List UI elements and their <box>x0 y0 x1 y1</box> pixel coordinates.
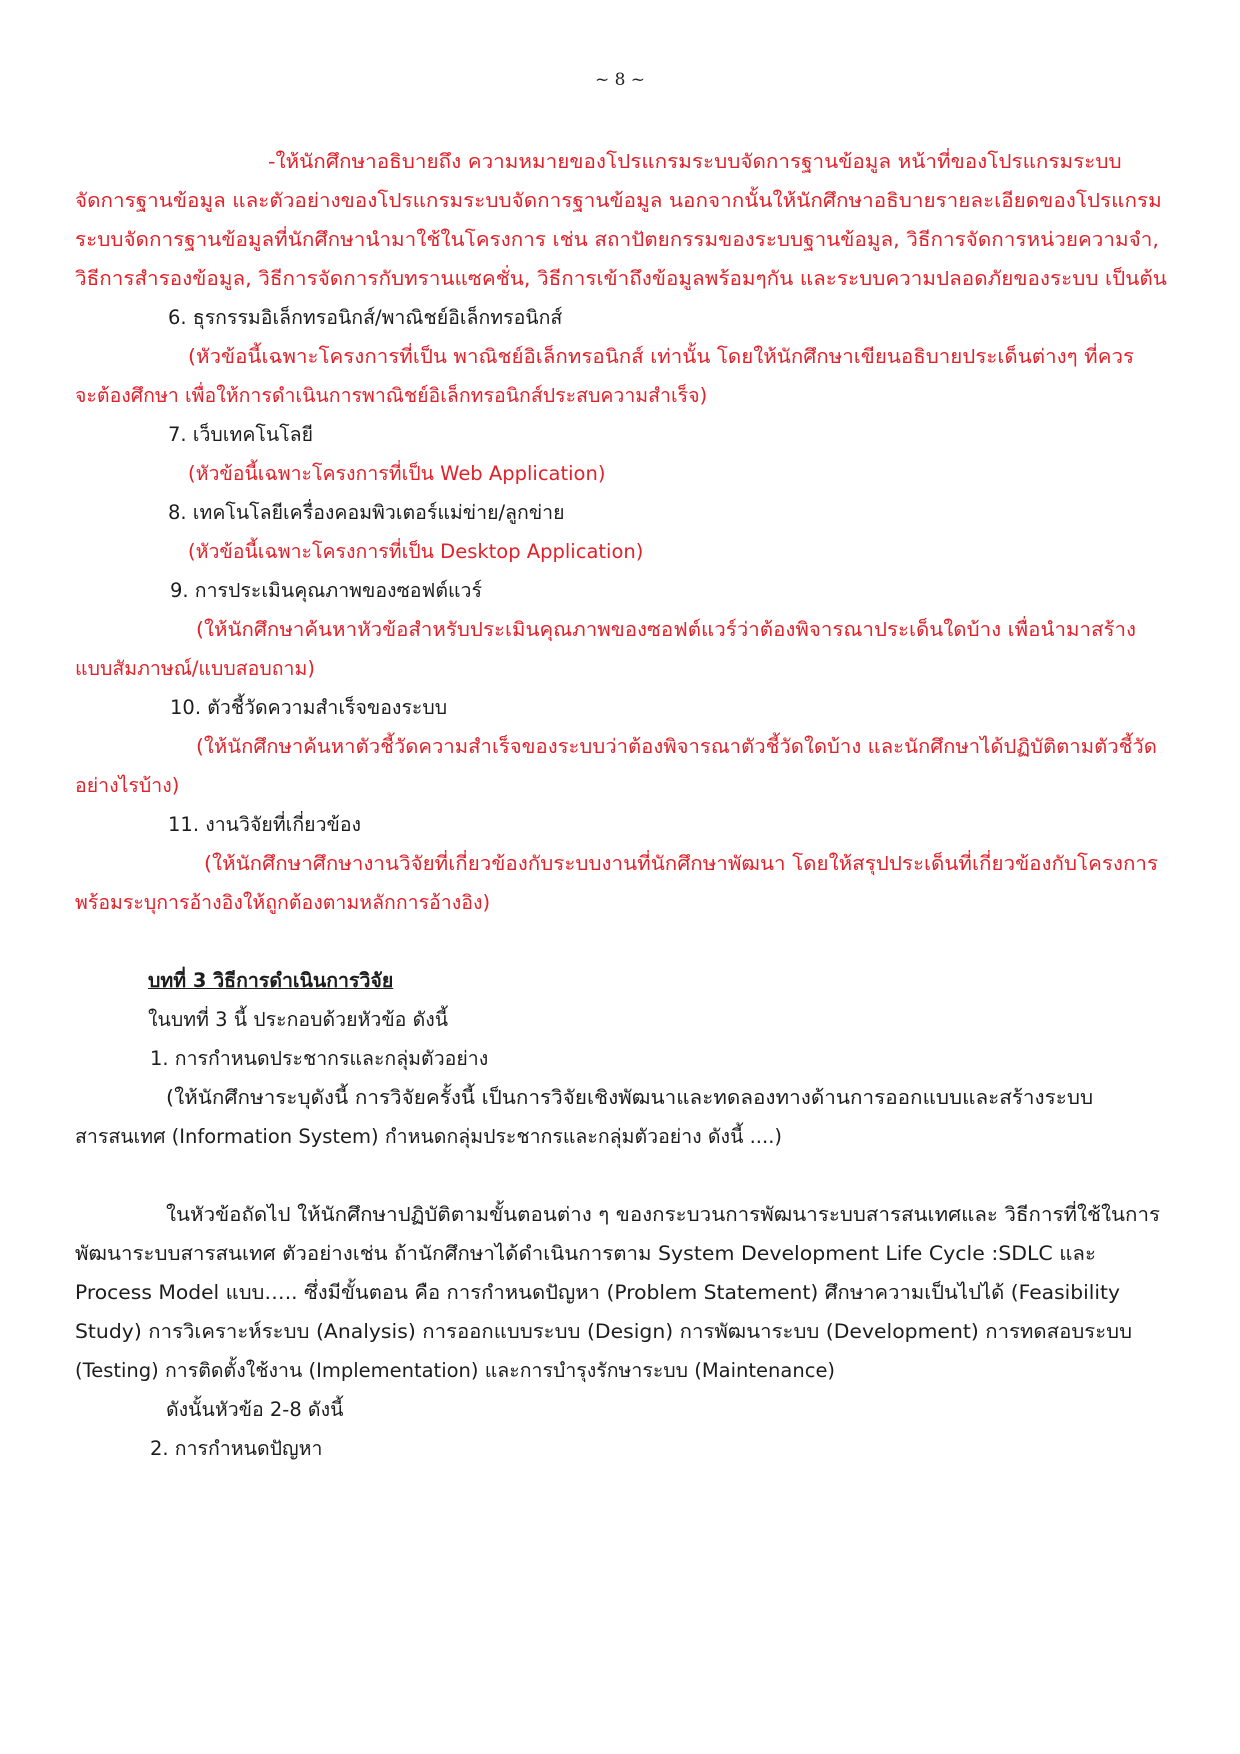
page-number: ~ 8 ~ <box>594 70 646 90</box>
text-line-item-6-note-1: (หัวข้อนี้เฉพาะโครงการที่เป็น พาณิชย์อิเล็กทรอนิกส์ เท่านั้น โดยให้นักศึกษาเขียนอธิบายประเด็นต่างๆ ที่ควร <box>188 345 1134 368</box>
text-line-item-7-note: (หัวข้อนี้เฉพาะโครงการที่เป็น Web Application) <box>188 462 606 485</box>
text-line-item-11-note-2: พร้อมระบุการอ้างอิงให้ถูกต้องตามหลักการอ้างอิง) <box>75 891 491 914</box>
text-line-item-8-note: (หัวข้อนี้เฉพาะโครงการที่เป็น Desktop Application) <box>188 540 644 563</box>
text-line-item-10-note-1: (ให้นักศึกษาค้นหาตัวชี้วัดความสำเร็จของระบบว่าต้องพิจารณาตัวชี้วัดใดบ้าง และนักศึกษาได้ปฏิบัติตามตัวชี้วัด <box>196 735 1157 758</box>
text-line-item-10-note-2: อย่างไรบ้าง) <box>75 774 180 797</box>
text-line-ch3-para-1: ในหัวข้อถัดไป ให้นักศึกษาปฏิบัติตามขั้นตอนต่าง ๆ ของกระบวนการพัฒนาระบบสารสนเทศและ วิธีการที่ใช้ในการ <box>166 1203 1160 1226</box>
text-line-item-9-note-1: (ให้นักศึกษาค้นหาหัวข้อสำหรับประเมินคุณภาพของซอฟต์แวร์ว่าต้องพิจารณาประเด็นใดบ้าง เพื่อนำมาสร้าง <box>196 618 1136 641</box>
text-line-ch3-item-1-note-1: (ให้นักศึกษาระบุดังนี้ การวิจัยครั้งนี้ เป็นการวิจัยเชิงพัฒนาและทดลองทางด้านการออกแบบและสร้างระบบ <box>166 1086 1094 1109</box>
text-line-db-2: จัดการฐานข้อมูล และตัวอย่างของโปรแกรมระบบจัดการฐานข้อมูล นอกจากนั้นให้นักศึกษาอธิบายรายละเอียดของโปรแกรม <box>75 189 1162 212</box>
text-line-item-7: 7. เว็บเทคโนโลยี <box>168 423 314 446</box>
text-line-db-1: -ให้นักศึกษาอธิบายถึง ความหมายของโปรแกรมระบบจัดการฐานข้อมูล หน้าที่ของโปรแกรมระบบ <box>268 150 1122 173</box>
text-line-ch3-para-3: Process Model แบบ….. ซึ่งมีขั้นตอน คือ การกำหนดปัญหา (Problem Statement) ศึกษาความเป็นไปได้ (Feasibility <box>75 1281 1120 1304</box>
text-line-item-10: 10. ตัวชี้วัดความสำเร็จของระบบ <box>170 696 448 719</box>
text-line-item-8: 8. เทคโนโลยีเครื่องคอมพิวเตอร์แม่ข่าย/ลูกข่าย <box>168 501 565 524</box>
text-line-item-11-note-1: (ให้นักศึกษาศึกษางานวิจัยที่เกี่ยวข้องกับระบบงานที่นักศึกษาพัฒนา โดยให้สรุปประเด็นที่เกี่ยวข้องกับโครงการ <box>204 852 1158 875</box>
text-line-chapter-3-heading: บทที่ 3 วิธีการดำเนินการวิจัย <box>148 969 394 992</box>
text-line-chapter-3-intro: ในบทที่ 3 นี้ ประกอบด้วยหัวข้อ ดังนี้ <box>148 1008 449 1031</box>
text-line-db-4: วิธีการสำรองข้อมูล, วิธีการจัดการกับทรานแซคชั่น, วิธีการเข้าถึงข้อมูลพร้อมๆกัน และระบบความปลอดภัยของระบบ เป็นต้น <box>75 267 1167 290</box>
text-line-item-9-note-2: แบบสัมภาษณ์/แบบสอบถาม) <box>75 657 315 680</box>
text-line-ch3-para-6: ดังนั้นหัวข้อ 2-8 ดังนี้ <box>166 1398 344 1421</box>
text-line-item-6: 6. ธุรกรรมอิเล็กทรอนิกส์/พาณิชย์อิเล็กทรอนิกส์ <box>168 306 563 329</box>
text-line-ch3-item-1-note-2: สารสนเทศ (Information System) กำหนดกลุ่มประชากรและกลุ่มตัวอย่าง ดังนี้ ....) <box>75 1125 782 1148</box>
text-line-item-11: 11. งานวิจัยที่เกี่ยวข้อง <box>168 813 362 836</box>
text-line-item-6-note-2: จะต้องศึกษา เพื่อให้การดำเนินการพาณิชย์อิเล็กทรอนิกส์ประสบความสำเร็จ) <box>75 384 708 407</box>
text-line-db-3: ระบบจัดการฐานข้อมูลที่นักศึกษานำมาใช้ในโครงการ เช่น สถาปัตยกรรมของระบบฐานข้อมูล, วิธีการจัดการหน่วยความจำ, <box>75 228 1159 251</box>
text-line-ch3-para-2: พัฒนาระบบสารสนเทศ ตัวอย่างเช่น ถ้านักศึกษาได้ดำเนินการตาม System Development Life Cycle :SDLC และ <box>75 1242 1096 1265</box>
text-line-item-9: 9. การประเมินคุณภาพของซอฟต์แวร์ <box>170 579 482 602</box>
text-line-ch3-para-5: (Testing) การติดตั้งใช้งาน (Implementation) และการบำรุงรักษาระบบ (Maintenance) <box>75 1359 836 1382</box>
text-line-ch3-para-4: Study) การวิเคราะห์ระบบ (Analysis) การออกแบบระบบ (Design) การพัฒนาระบบ (Development) การทดสอบระบบ <box>75 1320 1132 1343</box>
text-line-ch3-item-2: 2. การกำหนดปัญหา <box>150 1437 323 1460</box>
text-line-ch3-item-1: 1. การกำหนดประชากรและกลุ่มตัวอย่าง <box>150 1047 489 1070</box>
